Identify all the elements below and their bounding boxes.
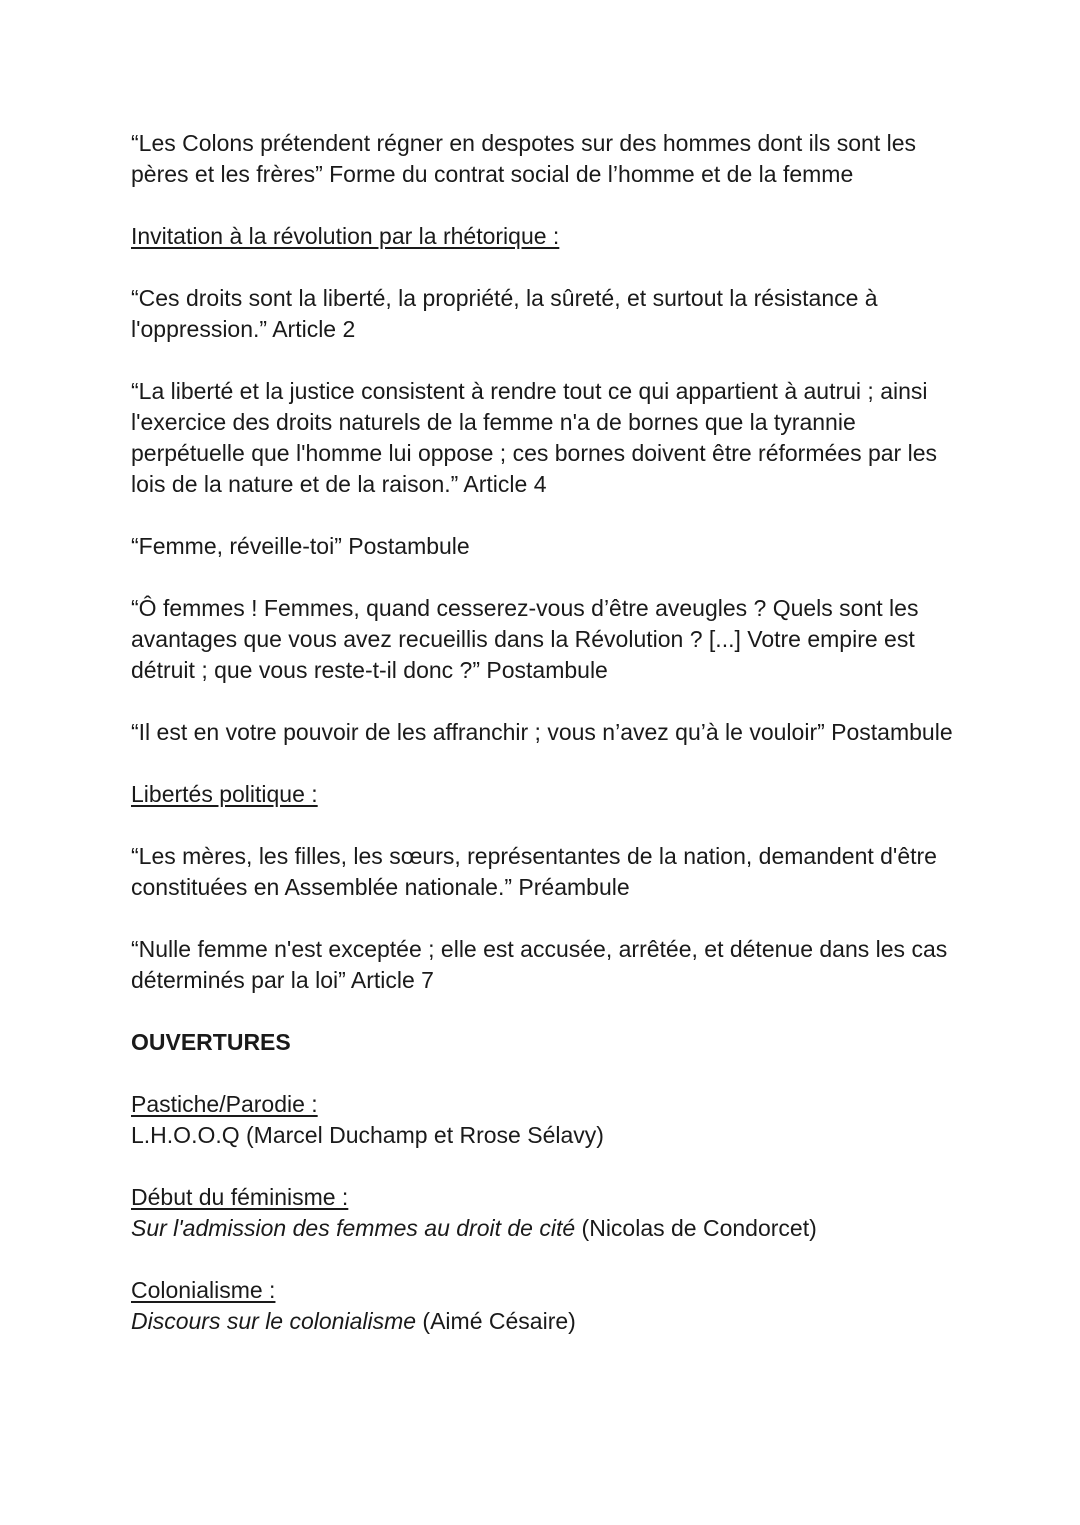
heading-ouvertures: OUVERTURES — [131, 1029, 291, 1055]
ouverture-label: Début du féminisme : — [131, 1184, 349, 1210]
ouverture-author: L.H.O.O.Q (Marcel Duchamp et Rrose Sélavy) — [131, 1122, 604, 1148]
ouverture-colonialisme — [131, 1275, 961, 1337]
subheading-libertes-politique: Libertés politique : — [131, 781, 318, 807]
document-page — [131, 128, 961, 1337]
quote-affranchir: “Il est en votre pouvoir de les affranchir ; vous n’avez qu’à le vouloir” Postambule — [131, 719, 953, 745]
quote-article-4: “La liberté et la justice consistent à rendre tout ce qui appartient à autrui ; ainsi l'exercice des droits naturels de la femme n'a de bornes que la tyrannie perpétuelle que l'homme lui oppose ; ces bornes doivent être réformées par les lois de la nature et de la raison.” Article 4 — [131, 378, 938, 497]
ouverture-author: (Nicolas de Condorcet) — [575, 1215, 817, 1241]
ouverture-reference — [131, 1213, 961, 1244]
ouverture-author: (Aimé Césaire) — [416, 1308, 576, 1334]
ouverture-reference — [131, 1120, 961, 1151]
ouverture-label: Pastiche/Parodie : — [131, 1091, 318, 1117]
subheading-revolution-rhetorique: Invitation à la révolution par la rhétorique : — [131, 223, 560, 249]
ouverture-pastiche — [131, 1089, 961, 1151]
ouverture-title: Sur l'admission des femmes au droit de cité — [131, 1215, 576, 1241]
ouverture-title: Discours sur le colonialisme — [131, 1308, 417, 1334]
quote-preambule: “Les mères, les filles, les sœurs, représentantes de la nation, demandent d'être constituées en Assemblée nationale.” Préambule — [131, 843, 937, 900]
ouverture-feminisme — [131, 1182, 961, 1244]
quote-colons: “Les Colons prétendent régner en despotes sur des hommes dont ils sont les pères et les frères” Forme du contrat social de l’homme et de la femme — [131, 130, 916, 187]
quote-article-2: “Ces droits sont la liberté, la propriété, la sûreté, et surtout la résistance à l'oppression.” Article 2 — [131, 285, 878, 342]
quote-o-femmes: “Ô femmes ! Femmes, quand cesserez-vous d’être aveugles ? Quels sont les avantages que vous avez recueillis dans la Révolution ? [...] Votre empire est détruit ; que vous reste-t-il donc ?” Postambule — [131, 595, 919, 683]
ouverture-reference — [131, 1306, 961, 1337]
quote-article-7: “Nulle femme n'est exceptée ; elle est accusée, arrêtée, et détenue dans les cas déterminés par la loi” Article 7 — [131, 936, 948, 993]
ouverture-label: Colonialisme : — [131, 1277, 276, 1303]
quote-femme-reveille-toi: “Femme, réveille-toi” Postambule — [131, 533, 470, 559]
